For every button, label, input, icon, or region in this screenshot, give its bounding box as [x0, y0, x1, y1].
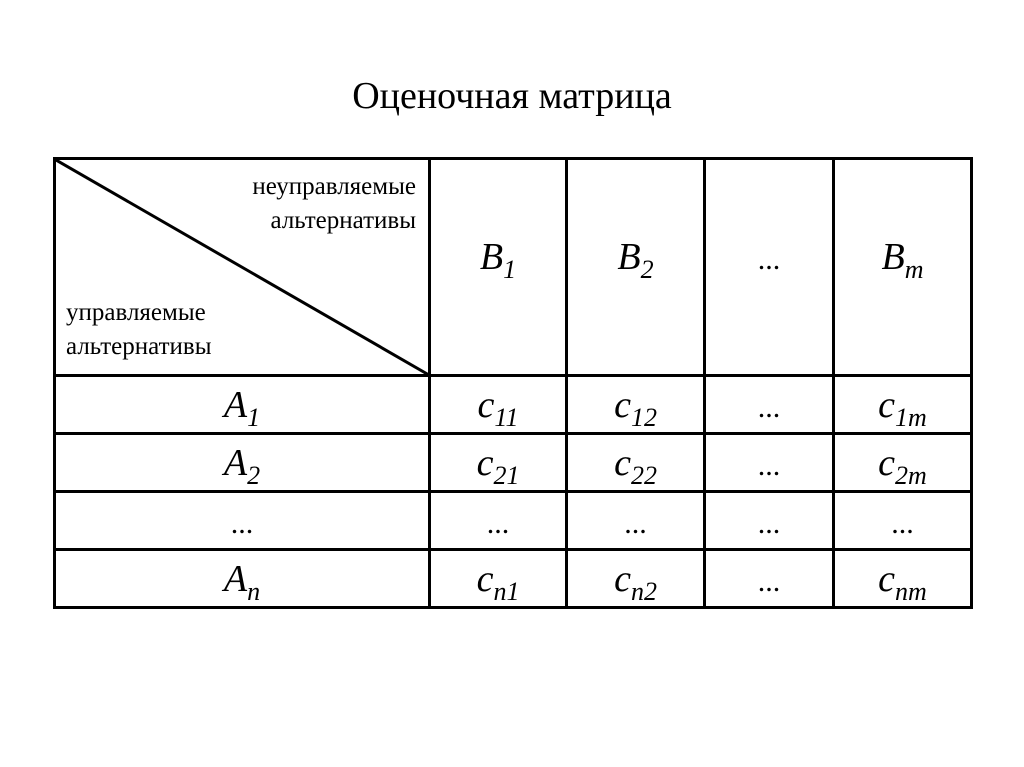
column-symbol: $B_2$: [617, 236, 654, 284]
table-row: [55, 376, 972, 434]
column-symbol: $B_m$: [881, 236, 924, 284]
matrix-cell: ...: [834, 492, 972, 550]
controlled-alternatives-label: [66, 296, 212, 364]
matrix-cell: ...: [705, 550, 834, 608]
corner-cell: [55, 159, 430, 376]
row-label: ...: [55, 492, 430, 550]
matrix-cell: $c_{22}$: [567, 434, 705, 492]
corner-top-line2: альтернативы: [270, 207, 416, 234]
matrix-cell: $c_{nm}$: [834, 550, 972, 608]
matrix-cell: ...: [705, 492, 834, 550]
matrix-cell: $c_{1m}$: [834, 376, 972, 434]
matrix-cell: ...: [567, 492, 705, 550]
column-symbol: $B_1$: [479, 236, 517, 284]
column-header: [834, 159, 972, 376]
table-row: [55, 492, 972, 550]
row-label: $A_n$: [55, 550, 430, 608]
corner-top-line1: неуправляемые: [252, 173, 416, 200]
evaluation-matrix-table: [53, 157, 973, 609]
column-header: [705, 159, 834, 376]
corner-bottom-line1: управляемые: [66, 299, 206, 326]
column-header: [430, 159, 567, 376]
matrix-cell: ...: [430, 492, 567, 550]
matrix-cell: $c_{2m}$: [834, 434, 972, 492]
matrix-cell: $c_{n2}$: [567, 550, 705, 608]
header-row: [55, 159, 972, 376]
matrix-cell: $c_{12}$: [567, 376, 705, 434]
row-label: $A_2$: [55, 434, 430, 492]
row-label: $A_1$: [55, 376, 430, 434]
table-row: [55, 434, 972, 492]
matrix-cell: ...: [705, 434, 834, 492]
column-header: [567, 159, 705, 376]
uncontrolled-alternatives-label: [252, 170, 416, 238]
matrix-cell: $c_{11}$: [430, 376, 567, 434]
page-title: Оценочная матрица: [352, 75, 672, 117]
matrix-cell: $c_{n1}$: [430, 550, 567, 608]
matrix-cell: ...: [705, 376, 834, 434]
matrix-cell: $c_{21}$: [430, 434, 567, 492]
table-row: [55, 550, 972, 608]
column-ellipsis: ...: [757, 243, 781, 276]
corner-bottom-line2: альтернативы: [66, 333, 212, 360]
